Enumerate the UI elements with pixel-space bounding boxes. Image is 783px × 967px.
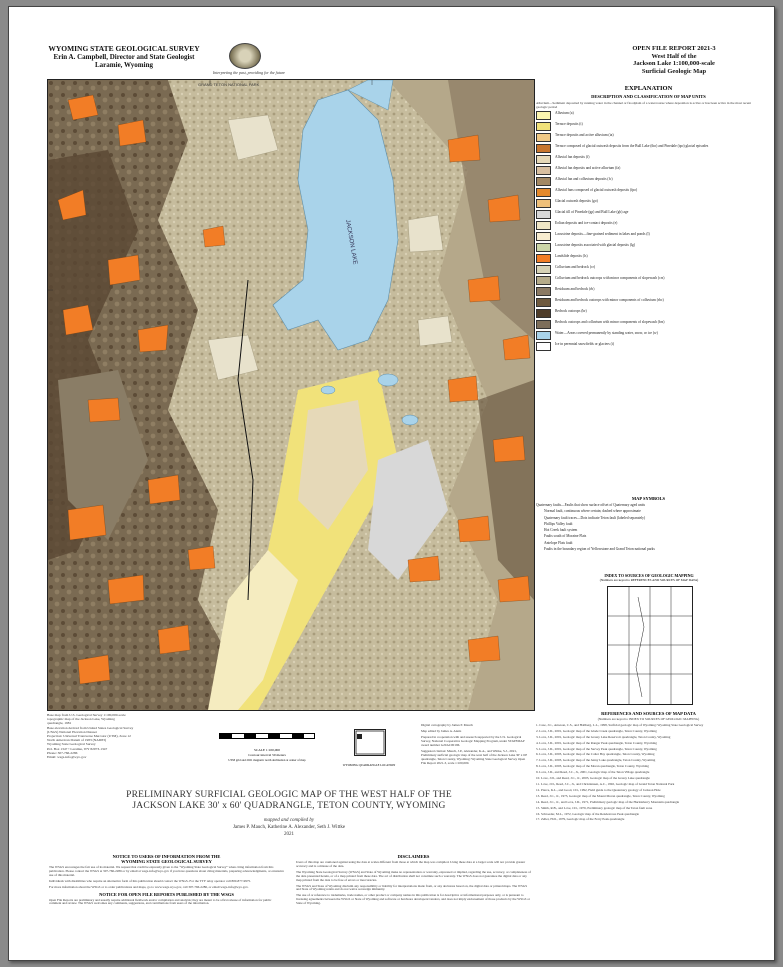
geologic-map-graphic bbox=[48, 80, 534, 710]
unit-label: Residuum and bedrock outcrops with minor components of colluvium (rbc) bbox=[555, 298, 664, 302]
symbol-list bbox=[536, 503, 761, 551]
unit-row bbox=[536, 144, 761, 153]
agency-name: WYOMING STATE GEOLOGICAL SURVEY bbox=[48, 44, 200, 53]
unit-label: Terrace composed of glacial outwash deposits from the Bull Lake (tbo) and Pinedale (tpo) glacial episodes bbox=[555, 144, 709, 148]
disclaimers-panel bbox=[296, 854, 531, 908]
unit-row bbox=[536, 287, 761, 296]
notice-title-line2: WYOMING STATE GEOLOGICAL SURVEY bbox=[121, 859, 212, 864]
notice-p2: Individuals with disabilities who require an alternative form of this publication should contact the WSGS. For the TTY relay operator call 800-877-9975. bbox=[49, 878, 252, 883]
notice-title-line1: NOTICE TO USERS OF INFORMATION FROM THE bbox=[112, 854, 221, 859]
reference-item: 15. Smith, R.B., and Love, J.D., 1976, Preliminary geologic map of the Teton fault zone bbox=[536, 805, 653, 810]
unit-row bbox=[536, 232, 761, 241]
reference-item: 14. Reed, J.C., Jr., and Love, J.D., 1971, Preliminary geologic map of the Huckleberry Mountain quadrangle bbox=[536, 799, 680, 804]
credit-line: Wyoming State Geological Survey bbox=[47, 742, 96, 747]
unit-label: Alluvial fans composed of glacial outwash deposits (fpo) bbox=[555, 188, 638, 192]
symbol-item: Faults south of Moraine Flats bbox=[544, 534, 587, 539]
scale-block bbox=[219, 723, 315, 762]
digital-credit-line: Prepared in cooperation with and research supported by the U.S. Geological Survey, National Cooperative Geologic Mapping Program, under STATEMAP award number G20AC00196. bbox=[421, 735, 525, 747]
unit-row bbox=[536, 133, 761, 142]
authors: James P. Mauch, Katherine A. Alexander, Seth J. Wittke bbox=[232, 825, 346, 830]
symbol-item: Quaternary faults—Faults that show surface offset of Quaternary aged units bbox=[536, 503, 646, 507]
reference-item: 1. Case, J.C., Arneson, C.S., and Hallberg, L.L., 1998, Surficial geologic map of Wyoming: Wyoming State Geological Survey bbox=[536, 722, 704, 727]
notice-panel bbox=[49, 854, 284, 908]
unit-label: Ice in perennial snowfields or glaciers (i) bbox=[555, 342, 615, 346]
declination-note: UTM grid and 2021 magnetic north declination at center of map bbox=[228, 758, 306, 762]
unit-label: Bedrock outcrops (br) bbox=[555, 309, 587, 313]
agency-header bbox=[39, 45, 209, 69]
symbol-item: Quaternary fault traces—Dots indicate Teton fault (labeled separately) bbox=[544, 515, 646, 520]
reference-item: 16. Schroeder, M.L., 1972, Geologic map of the Rendezvous Peak quadrangle bbox=[536, 811, 639, 816]
year: 2021 bbox=[284, 832, 294, 837]
unit-swatch bbox=[536, 309, 551, 318]
reference-item: 11. Love, J.D., Reed, J.C., Jr., and Christiansen, A.C., 1992, Geologic map of Grand Teton National Park bbox=[536, 781, 675, 786]
unit-label: Lacustrine deposits—fine-grained sediment in lakes and ponds (l) bbox=[555, 232, 650, 236]
wyoming-location-map bbox=[354, 729, 386, 756]
agency-director: Erin A. Campbell, Director and State Geologist bbox=[53, 53, 195, 61]
unit-swatch bbox=[536, 243, 551, 252]
unit-row bbox=[536, 254, 761, 263]
credit-line: (USGS) National Elevation Dataset bbox=[47, 729, 97, 734]
explanation-title: EXPLANATION bbox=[624, 85, 673, 92]
alluvium-intro: Alluvium—Sediment deposited by running water in the channel or floodplain of a watercourse where deposition is active or has been active in the most recent geologic period bbox=[536, 101, 752, 109]
symbol-item: Antelope Flats fault bbox=[544, 540, 573, 545]
unit-swatch bbox=[536, 133, 551, 142]
map-symbols bbox=[536, 496, 761, 553]
symbol-item: Phillips Valley fault bbox=[544, 521, 573, 526]
unit-row bbox=[536, 342, 761, 351]
unit-label: Lacustrine deposits associated with glacial deposits (lg) bbox=[555, 243, 636, 247]
unit-label: Alluvium (a) bbox=[555, 111, 574, 115]
unit-label: Eolian deposits and ice-contact deposits (e) bbox=[555, 221, 618, 225]
unit-list bbox=[536, 111, 761, 351]
unit-row bbox=[536, 155, 761, 164]
credit-line: Projection: Universal Transverse Mercator (UTM), Zone 12 bbox=[47, 734, 131, 739]
references-subtitle: (Numbers are keyed to INDEX TO SOURCES OF GEOLOGIC MAPPING) bbox=[597, 717, 700, 721]
title-line2: JACKSON LAKE 30' x 60' QUADRANGLE, TETON COUNTY, WYOMING bbox=[132, 801, 446, 811]
unit-label: Water—Areas covered permanently by standing water, snow, or ice (w) bbox=[555, 331, 658, 335]
unit-swatch bbox=[536, 298, 551, 307]
scale-bar bbox=[219, 733, 315, 739]
unit-row bbox=[536, 320, 761, 329]
unit-swatch bbox=[536, 166, 551, 175]
unit-row bbox=[536, 111, 761, 120]
reference-item: 10. Love, J.D., and Reed, J.C., Jr., 2003, Geologic map of the Grassy Lake quadrangle bbox=[536, 776, 650, 781]
report-number: OPEN FILE REPORT 2021-3 bbox=[632, 45, 716, 52]
unit-swatch bbox=[536, 221, 551, 230]
unit-swatch bbox=[536, 287, 551, 296]
references-panel bbox=[536, 711, 761, 824]
unit-swatch bbox=[536, 254, 551, 263]
notice-open-file-title: NOTICE FOR OPEN FILE REPORTS PUBLISHED BY THE WSGS bbox=[99, 891, 234, 897]
unit-label: Colluvium and bedrock outcrops with minor components of slopewash (crs) bbox=[555, 276, 665, 280]
symbols-title: MAP SYMBOLS bbox=[631, 496, 666, 501]
scale-label: SCALE 1:100,000 bbox=[253, 748, 281, 752]
report-header bbox=[599, 45, 749, 75]
report-line3: Jackson Lake 1:100,000-scale bbox=[633, 60, 715, 67]
unit-swatch bbox=[536, 188, 551, 197]
digital-credit-line: Digital cartography by James P. Mauch bbox=[421, 723, 473, 727]
unit-label: Alluvial fan deposits and active alluvium (fa) bbox=[555, 166, 621, 170]
notice-title bbox=[49, 854, 284, 864]
unit-row bbox=[536, 298, 761, 307]
lake-label: JACKSON LAKE bbox=[344, 219, 358, 266]
map-credits bbox=[47, 713, 133, 759]
unit-row bbox=[536, 276, 761, 285]
unit-row bbox=[536, 243, 761, 252]
unit-label: Terrace deposits and active alluvium (ta) bbox=[555, 133, 614, 137]
unit-row bbox=[536, 122, 761, 131]
unit-swatch bbox=[536, 111, 551, 120]
wsgs-seal-logo bbox=[229, 43, 261, 69]
digital-credits bbox=[421, 723, 529, 767]
unit-swatch bbox=[536, 276, 551, 285]
disclaimer-p1: Users of this map are cautioned against using the data at scales different from those at which the map was compiled. Using these data at a larger scale will not provide greater accuracy and is a misuse of the data. bbox=[296, 860, 526, 868]
unit-row bbox=[536, 331, 761, 340]
report-line4: Surficial Geologic Map bbox=[641, 67, 707, 75]
seal-caption: Interpreting the past, providing for the future bbox=[212, 70, 286, 75]
unit-swatch bbox=[536, 320, 551, 329]
symbol-item: Faults in the boundary region of Yellowstone and Grand Teton national parks bbox=[544, 547, 655, 552]
unit-swatch bbox=[536, 342, 551, 351]
geologic-map bbox=[47, 79, 535, 711]
credit-line: Base map from U.S. Geological Survey 1:100,000-scale bbox=[47, 713, 126, 717]
disclaimer-p2: The Wyoming State Geological Survey (WSGS) and State of Wyoming make no representation or warranty, expressed or implied, regarding the use, accuracy, or completeness of the data presented herein, or of a map printed from these data. The act of distribution shall not constitute such a warranty. The WSGS does not guarantee the digital data or any map printed from the data to be free of errors or inaccuracies. bbox=[296, 869, 531, 882]
unit-label: Bedrock outcrops and colluvium with minor components of slopewash (brs) bbox=[555, 320, 665, 324]
reference-item: 17. Zeller, H.D., 1979, Geologic map of the Ferry Peak quadrangle bbox=[536, 817, 625, 822]
unit-label: Glacial till of Pinedale (gp) and Bull Lake (gb) age bbox=[555, 210, 629, 214]
index-map bbox=[607, 586, 693, 705]
reference-item: 5. Love, J.D., 2001, Geologic map of the Survey Peak quadrangle, Teton County, Wyoming bbox=[536, 746, 657, 751]
authorship bbox=[79, 817, 499, 838]
unit-swatch bbox=[536, 265, 551, 274]
index-title-block bbox=[569, 573, 729, 582]
disclaimer-p3: The WSGS and State of Wyoming disclaim any responsibility or liability for interpretations made from, or any decisions based on, the digital data or printed maps. The WSGS and State of Wyoming retain and do not waive sovereign immunity. bbox=[296, 883, 528, 892]
unit-swatch bbox=[536, 331, 551, 340]
unit-row bbox=[536, 188, 761, 197]
notice-p4: Open File Reports are preliminary and usually require additional fieldwork and/or compilation and analysis; they are meant to be a first release of information for public comment and review. The WSGS welcomes any comments, suggestions, and contributions from users of the information. bbox=[49, 897, 272, 906]
unit-swatch bbox=[536, 199, 551, 208]
unit-label: Alluvial fan deposits (f) bbox=[555, 155, 590, 159]
reference-item: 13. Reed, J.C., Jr., 1973, Geologic map of the Mount Moran quadrangle, Teton County, Wyoming bbox=[536, 793, 665, 798]
unit-label: Alluvial fan and colluvium deposits (fc) bbox=[555, 177, 613, 181]
unit-label: Landslide deposits (ls) bbox=[555, 254, 588, 258]
unit-swatch bbox=[536, 155, 551, 164]
digital-credit-line: Map edited by James A. Annis bbox=[421, 729, 462, 733]
location-caption: WYOMING QUADRANGLE LOCATION bbox=[342, 763, 396, 767]
reference-item: 4. Love, J.D., 2001, Geologic map of the Ranger Peak quadrangle, Teton County, Wyoming bbox=[536, 740, 657, 745]
digital-credit-line: Suggested citation: Mauch, J.P., Alexander, K.A., and Wittke, S.J., 2021, Preliminary surficial geologic map of the west half of the Jackson Lake 30' x 60' quadrangle, Teton County, Wyoming: Wyoming State Geological Survey Open File Report 2021-3, scale 1:100,000. bbox=[421, 749, 528, 765]
symbol-item: Normal fault, continuous where certain; dashed where approximate bbox=[544, 509, 641, 514]
index-title: INDEX TO SOURCES OF GEOLOGIC MAPPING bbox=[604, 573, 694, 578]
credit-line: Email: wsgs-info@wyo.gov bbox=[47, 755, 87, 760]
unit-label: Terrace deposits (t) bbox=[555, 122, 583, 126]
notice-p3: For more information about the WSGS or to order publications and maps, go to www.wsgs.wyo.gov, call 307-766-2286, or email wsgs-info@wyo.gov. bbox=[49, 884, 249, 889]
unit-row bbox=[536, 221, 761, 230]
unit-swatch bbox=[536, 144, 551, 153]
unit-row bbox=[536, 177, 761, 186]
contour-interval: Contour interval 50 meters bbox=[248, 753, 286, 757]
explanation-panel bbox=[536, 85, 761, 353]
unit-label: Residuum and bedrock (rb) bbox=[555, 287, 595, 291]
unit-label: Colluvium and bedrock (cr) bbox=[555, 265, 596, 269]
title-line1: PRELIMINARY SURFICIAL GEOLOGIC MAP OF THE WEST HALF OF THE bbox=[126, 790, 452, 800]
agency-location: Laramie, Wyoming bbox=[95, 61, 153, 69]
reference-list bbox=[536, 724, 761, 822]
reference-item: 9. Love, J.D., and Reed, J.C., Jr., 2001, Geologic map of the Teton Village quadrangle bbox=[536, 770, 650, 775]
unit-row bbox=[536, 210, 761, 219]
unit-swatch bbox=[536, 210, 551, 219]
credit-line: topographic map of the Jackson Lake, Wyoming bbox=[47, 717, 115, 722]
credit-line: quadrangle, 1981 bbox=[47, 721, 72, 726]
unit-label: Glacial outwash deposits (go) bbox=[555, 199, 598, 203]
park-label: GRAND TETON NATIONAL PARK bbox=[198, 82, 260, 87]
explanation-subtitle: DESCRIPTION AND CLASSIFICATION OF MAP UNITS bbox=[591, 94, 706, 99]
credit-line: Base elevation derived from United States Geological Survey bbox=[47, 725, 134, 730]
credit-line: Phone: 307-766-2286 bbox=[47, 750, 78, 755]
symbol-item: Hot Creek fault system bbox=[544, 528, 578, 533]
index-subtitle: (Numbers are keyed to REFERENCES AND SOURCES OF MAP DATA) bbox=[599, 578, 699, 582]
unit-row bbox=[536, 166, 761, 175]
reference-item: 2. Love, J.D., 2001, Geologic map of the Glade Creek quadrangle, Teton County, Wyoming bbox=[536, 728, 657, 733]
unit-row bbox=[536, 199, 761, 208]
unit-swatch bbox=[536, 122, 551, 131]
disclaimer-p4: The use of or reference to trademarks, trade names, or other product or company names in this publication is for descriptive or informational purposes only, or is pursuant to licensing agreements between the WSGS or State of Wyoming and software or hardware developers/vendors, and does not imply endorsement of those products by the WSGS or State of Wyoming. bbox=[296, 893, 531, 906]
disclaimers-title: DISCLAIMERS bbox=[397, 854, 430, 859]
reference-item: 3. Love, J.D., 2001, Geologic map of the Grassy Lake Reservoir quadrangle, Teton County, Wyoming bbox=[536, 734, 671, 739]
unit-row bbox=[536, 265, 761, 274]
map-title bbox=[79, 790, 499, 812]
reference-item: 8. Love, J.D., 2003, Geologic map of the Moran quadrangle, Teton County, Wyoming bbox=[536, 764, 649, 769]
credit-line: P.O. Box 1347 • Laramie, WY 82073-1347 bbox=[47, 746, 108, 751]
references-title: REFERENCES AND SOURCES OF MAP DATA bbox=[601, 711, 696, 716]
notice-p1: The WSGS encourages the fair use of its material. We request that credit be expressly given to the “Wyoming State Geological Survey” when citing information from this publication. Please contact the WSGS at 307-766-2286 or by email at wsgs-info@wyo.gov if you have questions about citing materials, preparing acknowledgments, or extensive use of this material. bbox=[49, 865, 284, 877]
reference-item: 7. Love, J.D., 2003, Geologic map of the Jenny Lake quadrangle, Teton County, Wyoming bbox=[536, 758, 656, 763]
map-sheet bbox=[8, 6, 775, 961]
report-line2: West Half of the bbox=[651, 52, 697, 60]
unit-row bbox=[536, 309, 761, 318]
reference-item: 12. Pierce, K.L., and Good, J.D., 1992, Field guide to the Quaternary geology of Jackson Hole bbox=[536, 787, 661, 792]
reference-item: 6. Love, J.D., 2003, Geologic map of the Colter Bay quadrangle, Teton County, Wyoming bbox=[536, 752, 655, 757]
credit-line: North American Datum of 1983 (NAD83) bbox=[47, 738, 107, 743]
unit-swatch bbox=[536, 177, 551, 186]
compiled-by: mapped and compiled by bbox=[263, 818, 315, 823]
unit-swatch bbox=[536, 232, 551, 241]
